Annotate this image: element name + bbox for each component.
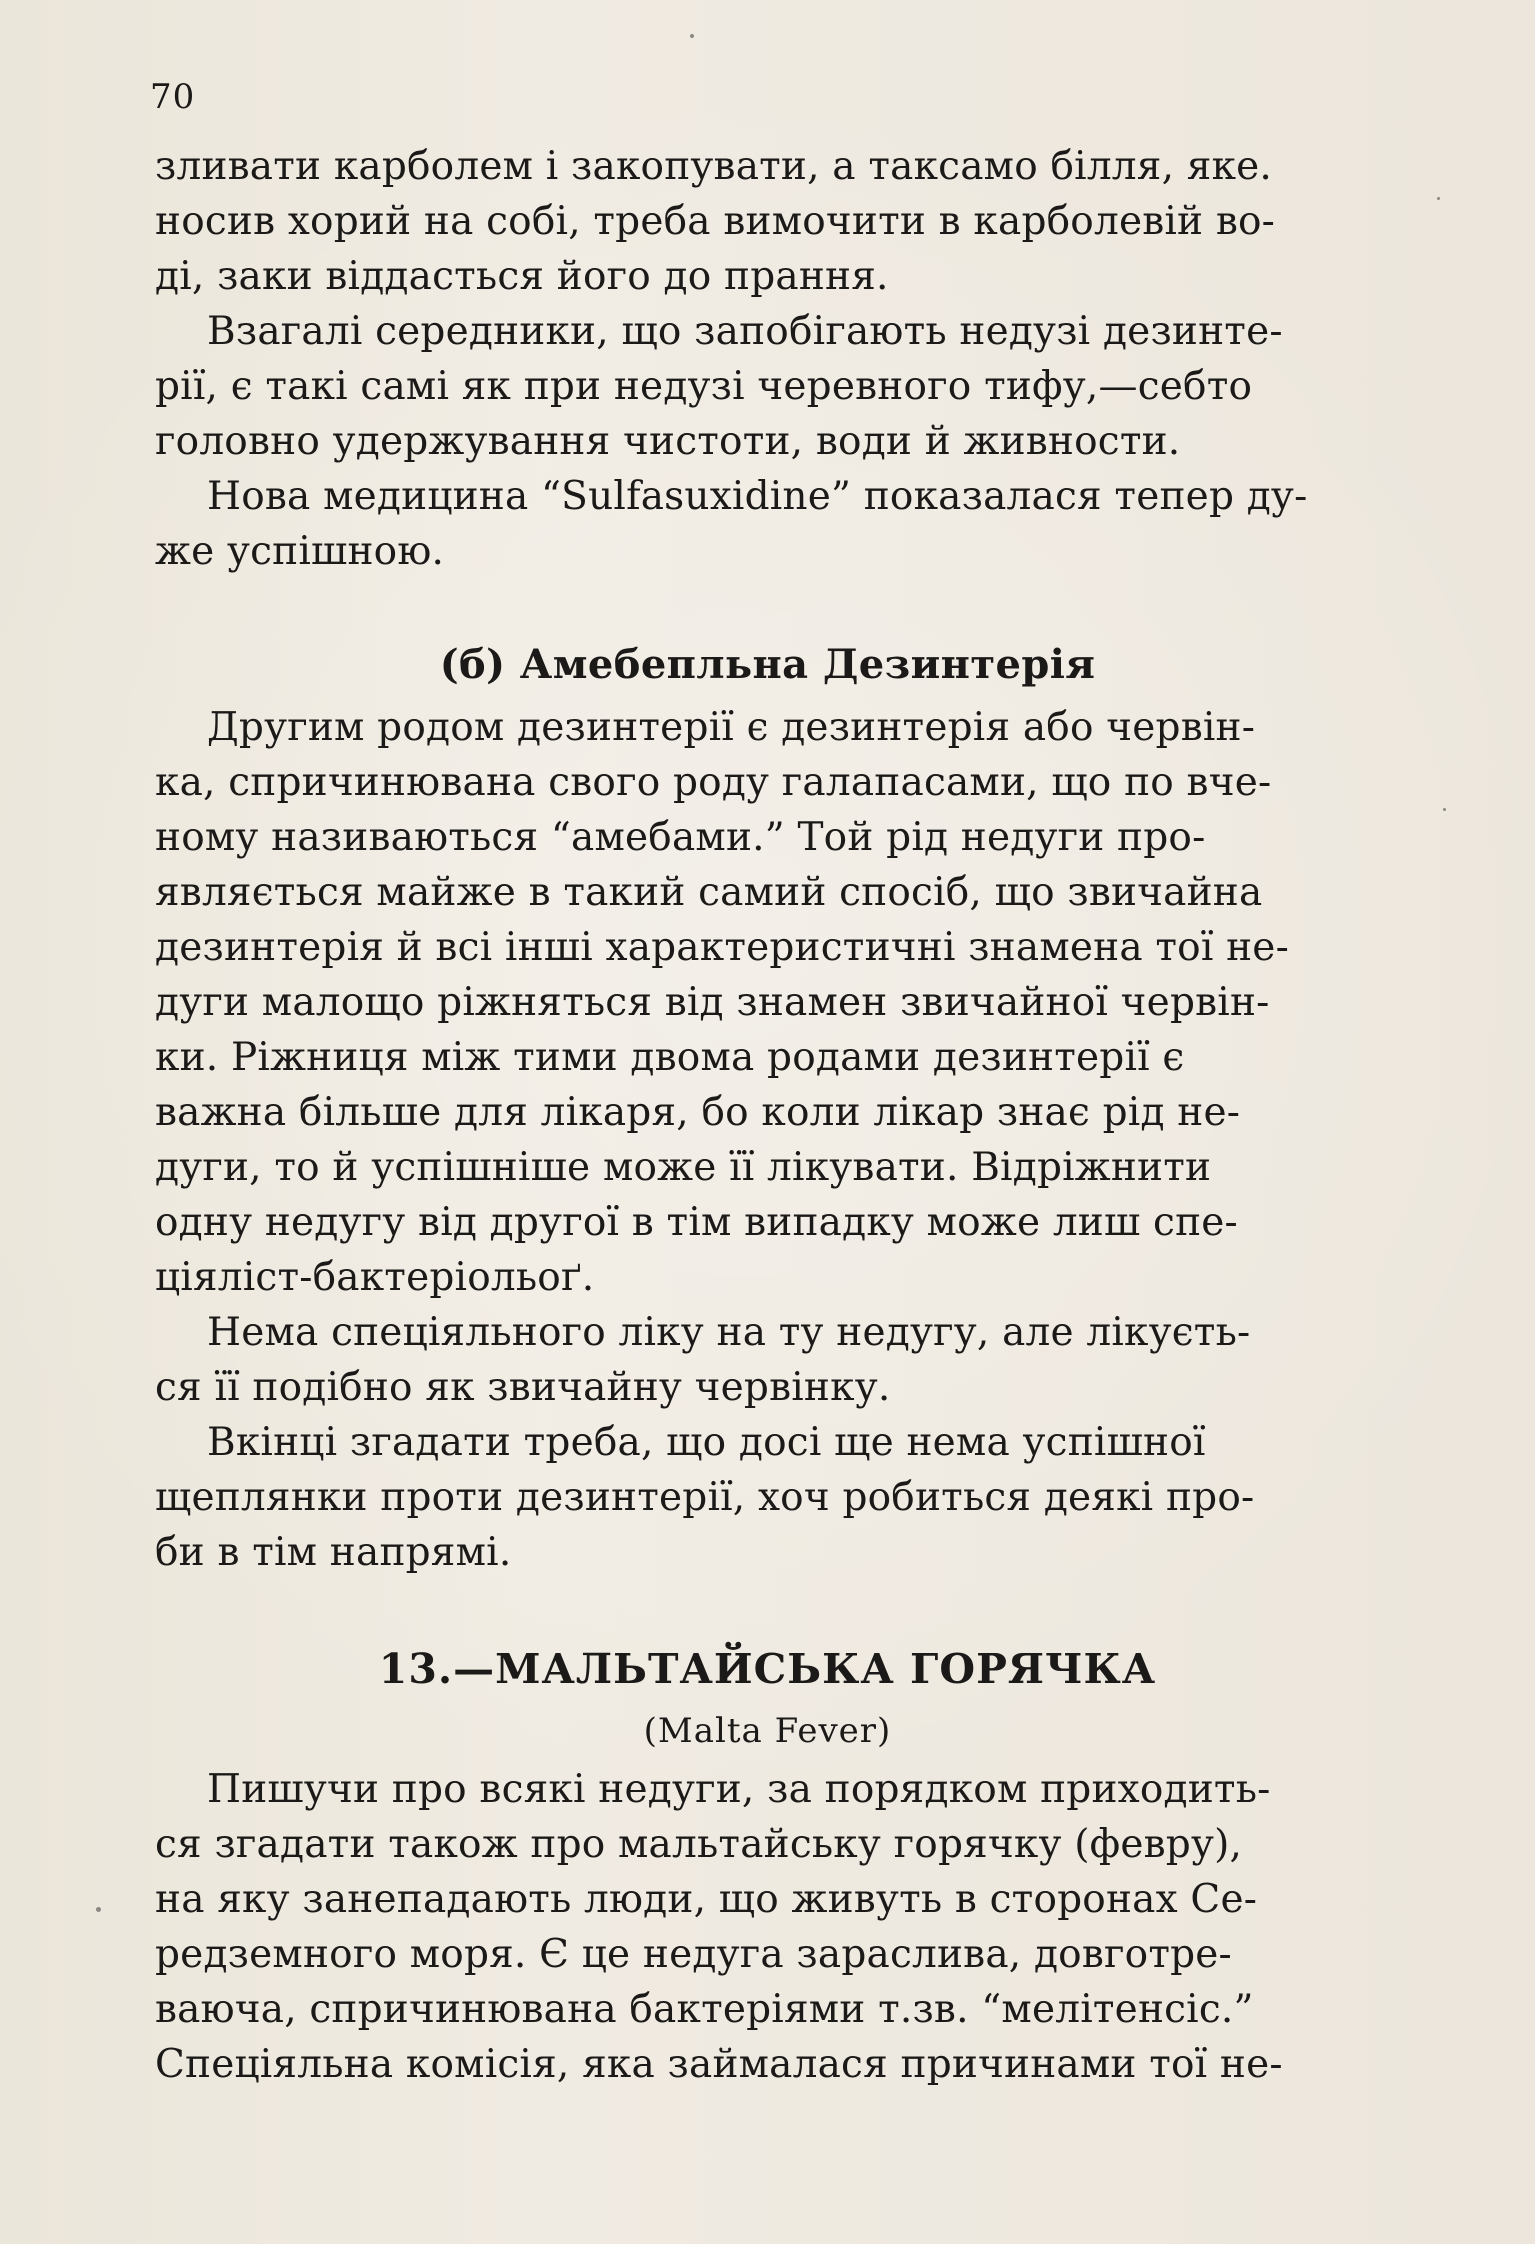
- text-line: зливати карболем і закопувати, а таксамо білля, яке.: [155, 144, 1273, 189]
- text-line: дезинтерія й всі інші характеристичні знамена тої не-: [155, 925, 1289, 970]
- text-line: Взагалі середники, що запобігають недузі дезинте-: [207, 309, 1283, 354]
- text-line: головно удержування чистоти, води й живности.: [155, 419, 1181, 464]
- text-line: Вкінці згадати треба, що досі ще нема успішної: [207, 1420, 1206, 1465]
- print-speck: [690, 34, 694, 38]
- section-heading: (б) Амебепльна Дезинтерія: [439, 641, 1096, 688]
- chapter-subtitle: (Malta Fever): [643, 1711, 892, 1751]
- text-line: же успішною.: [155, 529, 445, 574]
- text-line: одну недугу від другої в тім випадку може лиш спе-: [155, 1200, 1238, 1245]
- text-line: ся згадати також про мальтайську горячку (февру),: [155, 1822, 1243, 1867]
- text-line: Другим родом дезинтерії є дезинтерія або червін-: [207, 705, 1256, 750]
- text-line: ваюча, спричинювана бактеріями т.зв. “мелітенсіс.”: [155, 1987, 1254, 2032]
- text-line: би в тім напрямі.: [155, 1530, 512, 1575]
- section-b-text: [155, 700, 1455, 1580]
- text-line: являється майже в такий самий спосіб, що звичайна: [155, 870, 1263, 915]
- chapter-heading: 13.—МАЛЬТАЙСЬКА ГОРЯЧКА: [378, 1645, 1157, 1693]
- text-line: редземного моря. Є це недуга зараслива, довготре-: [155, 1932, 1232, 1977]
- text-line: дуги, то й успішніше може її лікувати. Відріжнити: [155, 1145, 1212, 1190]
- text-line: ному називаються “амебами.” Той рід недуги про-: [155, 815, 1206, 860]
- page-number: 70: [150, 77, 196, 117]
- chapter-13-text: [155, 1762, 1455, 2092]
- text-line: ціяліст-бактеріольоґ.: [155, 1255, 595, 1300]
- text-line: Спеціяльна комісія, яка займалася причинами тої не-: [155, 2042, 1283, 2087]
- text-line: ді, заки віддасться його до прання.: [155, 254, 889, 299]
- text-line: рії, є такі самі як при недузі черевного тифу,—себто: [155, 364, 1253, 409]
- text-line: носив хорий на собі, треба вимочити в карболевій во-: [155, 199, 1276, 244]
- text-line: Нова медицина “Sulfasuxidine” показалася тепер ду-: [207, 474, 1308, 519]
- text-line: Пишучи про всякі недуги, за порядком приходить-: [207, 1767, 1271, 1812]
- text-line: дуги малощо ріжняться від знамен звичайної червін-: [155, 980, 1270, 1025]
- intro-text: [155, 139, 1455, 579]
- text-line: ка, спричинювана свого роду галапасами, що по вче-: [155, 760, 1272, 805]
- text-line: на яку занепадають люди, що живуть в сторонах Се-: [155, 1877, 1258, 1922]
- text-line: ки. Ріжниця між тими двома родами дезинтерії є: [155, 1035, 1185, 1080]
- text-line: щеплянки проти дезинтерії, хоч робиться деякі про-: [155, 1475, 1255, 1520]
- print-speck: [96, 1907, 101, 1912]
- text-line: ся її подібно як звичайну червінку.: [155, 1365, 891, 1410]
- text-line: Нема спеціяльного ліку на ту недугу, але лікуєть-: [207, 1310, 1251, 1355]
- text-line: важна більше для лікаря, бо коли лікар знає рід не-: [155, 1090, 1241, 1135]
